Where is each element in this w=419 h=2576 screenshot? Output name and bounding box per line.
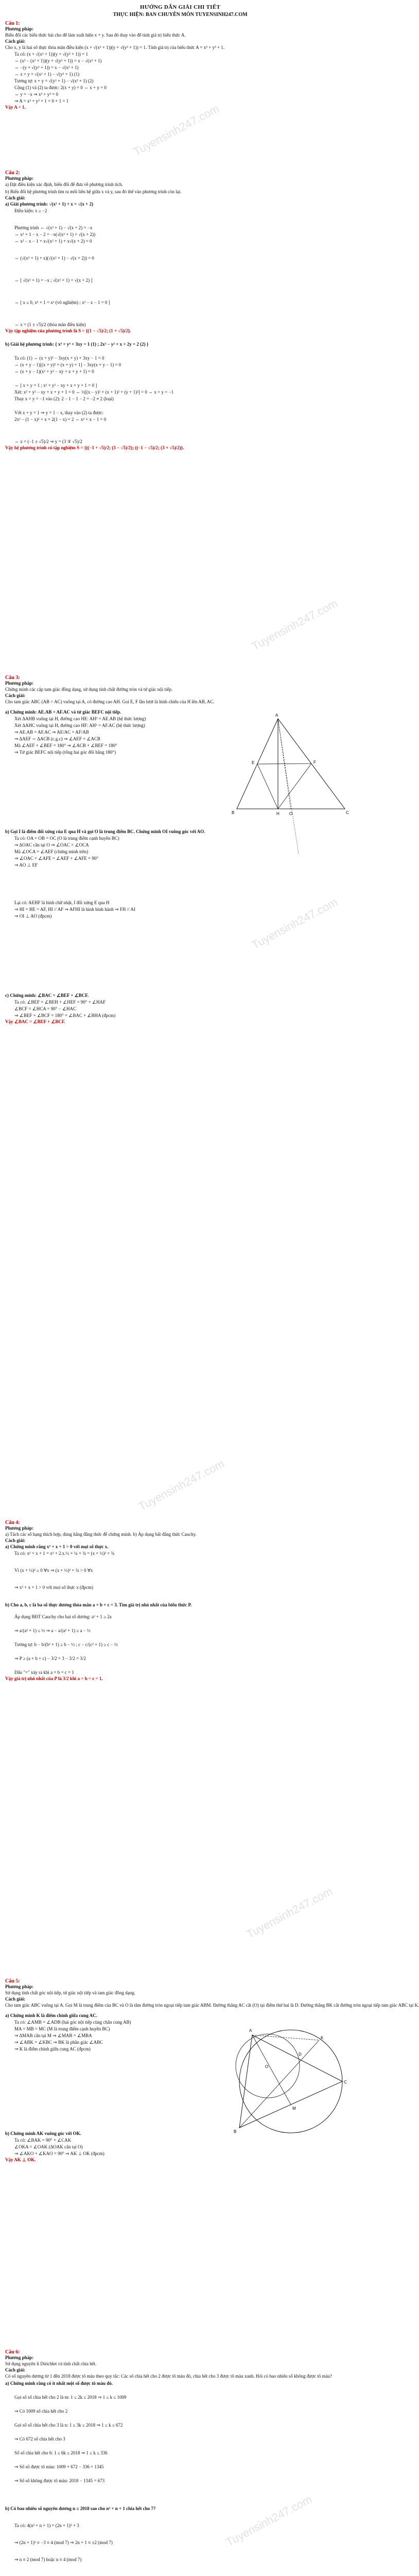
question-4 (5, 1520, 355, 1681)
point-label-a: A (275, 713, 278, 718)
question-title: Câu 2: (5, 170, 20, 176)
method-label: Phương pháp: (5, 176, 34, 181)
solution-label: Cách giải: (5, 693, 26, 698)
solution-line: ⇒ ΔMAB cân tại M ⇒ ∠MAB = ∠MBA (14, 2033, 92, 2038)
solution-line: ⇔ [ x + y = 1 ; x² + y² − xy + x + y + 1 = 0 ] (14, 383, 97, 388)
solution-line: ⇒ HI = HE = AF, HI // AF ⇒ AFHI là hình bình hành ⇒ FH // AI (14, 907, 135, 912)
solution-line: ⇒ Có 1009 số chia hết cho 2 (14, 2409, 68, 2414)
part-title: b) Có bao nhiêu số nguyên dương n ≤ 2018 sao cho n² + n + 1 chia hết cho 7? (5, 2506, 156, 2511)
method-text: Biến đổi các biểu thức bài cho để làm xuất hiện x + y. Sau đó thay vào để tính giá trị biểu thức A. (5, 32, 186, 38)
solution-line: ⇔ y = −x ⇒ x³ + y³ = 0 (14, 92, 58, 97)
solution-line: Ta có: OA = OB = OC (O là trung điểm cạnh huyền BC) (14, 836, 119, 841)
watermark: Tuyensinh247.com (136, 1457, 226, 1514)
question-6 (5, 2349, 355, 2576)
solution-line: ∠OKA = ∠OAK (ΔOAK cân tại O) (14, 2144, 83, 2149)
solution-line: ⇔ (x + y − 1)[(x + y)² + (x + y) + 1] − 3xy(x + y − 1) = 0 (14, 362, 121, 367)
solution-line: ⇒ Có 672 số chia hết cho 3 (14, 2436, 65, 2442)
solution-line: ⇒ Số số không được tô màu: 2018 − 1345 = 673 (14, 2478, 105, 2483)
answer: Vậy giá trị nhỏ nhất của P là 3/2 khi a = b = c = 1. (5, 1676, 103, 1681)
point-label-f: F (313, 760, 316, 765)
triangle-figure (229, 711, 353, 819)
question-5 (5, 1978, 419, 2163)
solution-label: Cách giải: (5, 1538, 26, 1543)
solution-line: ⇔ [ x ≤ 0, x² + 1 = x² (vô nghiệm) ; x² − x − 1 = 0 ] (14, 300, 110, 305)
part-title: b) Giải hệ phương trình: { x³ + y³ + 3xy = 1 (1) ; 2x² − y² + x + 2y = 2 (2) } (5, 342, 149, 347)
point-label-d: D (299, 2052, 302, 2057)
method-text: b) Biến đổi hệ phương trình tìm ra mối liên hệ giữa x và y, sau đó thế vào phương trình còn lại. (5, 189, 182, 194)
point-label-h: H (276, 811, 280, 816)
solution-line: ⇒ AE.AB = AF.AC ⇒ AE/AC = AF/AB (14, 730, 89, 735)
solution-line: Ta có: (x + √(x² + 1))(y + √(y² + 1)) = 1 (14, 52, 88, 57)
method-label: Phương pháp: (5, 681, 34, 686)
point-label-o: O (265, 2064, 269, 2069)
solution-line: ⇒ (2n + 1)² ≡ −3 ≡ 4 (mod 7) ⇒ 2n + 1 ≡ ±2 (mod 7) (14, 2540, 113, 2545)
problem-text: Cho tam giác ABC vuông tại A. Gọi M là trung điểm của BC và O là tâm đường tròn ngoại tiếp tam giác ABM. Đường thẳng AC cắt (O) tại điểm thứ hai là D. Đường thẳng BK cắt đường tròn ngoại tiếp tam giác ABC tại K. (5, 2003, 419, 2008)
solution-line: Xét: x² + y² − xy + x + y + 1 = 0 ⇔ ½[(x − y)² + (x + 1)² + (y + 1)²] = 0 ⇔ x = y = −1 (14, 389, 174, 395)
solution-line: ∠BCF = ∠HCA = 90° − ∠HAC (14, 1006, 77, 1011)
question-3 (5, 675, 355, 1025)
solution-line: ⇒ a/(a² + 1) ≤ ½ ⇒ a − a/(a² + 1) ≥ a − ½ (14, 1628, 91, 1633)
solution-line: MA = MB = MC (M là trung điểm cạnh huyền BC) (14, 2026, 110, 2031)
solution-line: ⇒ OI ⊥ AO (đpcm) (14, 913, 52, 919)
document-title: HƯỚNG DẪN GIẢI CHI TIẾT (139, 4, 221, 10)
solution-line: ⇒ ∠AKO + ∠KAO = 90° ⇒ AK ⊥ OK (đpcm) (14, 2151, 104, 2156)
question-title: Câu 4: (5, 1520, 20, 1526)
solution-line: Áp dụng BĐT Cauchy cho hai số dương: a² + 1 ≥ 2a (14, 1614, 112, 1619)
solution-line: Thay x = y = −1 vào (2): 2 − 1 − 1 − 2 = −2 ≠ 2 (loại) (14, 396, 114, 401)
point-label-e: E (252, 760, 255, 765)
solution-line: ⇔ x² − x − 1 + x√(x² + 1) + x√(x + 2) = 0 (14, 239, 92, 244)
solution-label: Cách giải: (5, 39, 26, 44)
solution-line: Tương tự: x + y = √(y² + 1) − √(x² + 1) (2) (14, 78, 94, 83)
point-label-o: O (289, 811, 293, 816)
solution-line: ⇔ [ √(x² + 1) = −x ; √(x² + 1) = √(x + 2) ] (14, 278, 93, 283)
solution-line: Tương tự: b − b/(b² + 1) ≥ b − ½ ; c − c/(c² + 1) ≥ c − ½ (14, 1642, 118, 1647)
answer: Vậy hệ phương trình có tập nghiệm S = {((−1 + √5)/2; (3 − √5)/2); ((−1 − √5)/2; (3 + √5)/2)}. (5, 445, 184, 450)
solution-line: ⇒ x² + x + 1 > 0 với mọi số thực x (đpcm) (14, 1585, 93, 1590)
method-text: Sử dụng tính chất góc nội tiếp, tứ giác nội tiếp và tam giác đồng dạng. (5, 1990, 135, 1995)
method-label: Phương pháp: (5, 2355, 34, 2360)
part-title: c) Chứng minh: ∠BAC = ∠BEF + ∠BCF. (5, 993, 89, 998)
method-label: Phương pháp: (5, 1526, 34, 1531)
problem-text: Cho x, y là hai số thực thỏa mãn điều kiện (x + √(x² + 1))(y + √(y² + 1)) = 1. Tính giá trị của biểu thức A = x³ + y³ + 1. (5, 45, 225, 50)
part-title: a) Giải phương trình: √(x² + 1) + x = √(x + 2) (5, 201, 93, 207)
solution-line: Gọi số số chia hết cho 3 là n: 1 ≤ 3k ≤ 2018 ⇒ 1 ≤ k ≤ 672 (14, 2422, 123, 2428)
method-text: Chứng minh các cặp tam giác đồng dạng, sử dụng tính chất đường tròn và tứ giác nội tiếp. (5, 687, 173, 692)
problem-text: Cho tam giác ABC (AB < AC) vuông tại A, có đường cao AH. Gọi E, F lần lượt là hình chiếu của H lên AB, AC. (5, 699, 215, 704)
solution-line: Dấu "=" xảy ra khi a = b = c = 1 (14, 1670, 74, 1675)
solution-line: ⇒ n ≡ 2 (mod 7) hoặc n ≡ 4 (mod 7) (14, 2557, 82, 2562)
part-title: b) Gọi I là điểm đối xứng của E qua H và gọi O là trung điểm BC. Chứng minh OI vuông góc với AO. (5, 829, 205, 834)
solution-line: Phương trình ⇔ √(x² + 1) − √(x + 2) = −x (14, 225, 93, 230)
solution-line: Với x + y = 1 ⇒ y = 1 − x, thay vào (2) ta được: (14, 410, 103, 415)
solution-line: ⇒ A = x³ + y³ + 1 = 0 + 1 = 1 (14, 98, 69, 104)
point-label-c: C (344, 2080, 347, 2084)
solution-line: Cộng (1) và (2) ta được: 2(x + y) = 0 ⇔ x + y = 0 (14, 85, 107, 90)
question-title: Câu 1: (5, 21, 20, 26)
solution-line: ⇒ AO ⊥ EF (14, 862, 38, 868)
solution-line: Số số chia hết cho 6: 1 ≤ 6k ≤ 2018 ⇒ 1 ≤ k ≤ 336 (14, 2450, 108, 2455)
method-text: Sử dụng nguyên lí Dirichlet và tính chất chia hết. (5, 2361, 97, 2366)
part-title: a) Chứng minh rằng x² + x + 1 > 0 với mọi số thực x. (5, 1544, 109, 1549)
watermark: Tuyensinh247.com (131, 102, 221, 159)
solution-line: ⇔ −(y + √(y² + 1)) = x − √(x² + 1) (14, 65, 79, 70)
point-label-a: A (249, 2028, 252, 2033)
watermark: Tuyensinh247.com (249, 895, 340, 952)
solution-line: Ta có: ∠AMB = ∠ADB (hai góc nội tiếp cùng chắn cung AB) (14, 2020, 131, 2025)
solution-line: ⇒ ∠ABK = ∠KBC ⇒ BK là phân giác ∠ABC (14, 2040, 103, 2045)
solution-line: Mà ∠OCA = ∠AEF (chứng minh trên) (14, 849, 89, 854)
solution-line: Ta có: (1) ⇔ (x + y)³ − 3xy(x + y) + 3xy − 1 = 0 (14, 355, 104, 361)
solution-line: Xét ΔAHB vuông tại H, đường cao HE: AH² = AE.AB (hệ thức lượng) (14, 716, 146, 721)
question-title: Câu 6: (5, 2349, 20, 2355)
solution-line: ⇒ ∠OAC + ∠AFE = ∠AEF + ∠AFE = 90° (14, 856, 98, 861)
solution-line: ⇒ K là điểm chính giữa cung AC (đpcm) (14, 2046, 91, 2052)
question-1 (5, 21, 355, 110)
part-title: b) Chứng minh AK vuông góc với OK. (5, 2131, 81, 2136)
solution-line: Điều kiện: x ≥ −2 (14, 208, 47, 213)
watermark: Tuyensinh247.com (249, 597, 340, 653)
question-title: Câu 5: (5, 1978, 20, 1984)
question-2 (5, 170, 355, 450)
solution-line: Ta có: ∠BEF = ∠BEH + ∠HEF = 90° + ∠HAF (14, 999, 106, 1005)
document-subtitle: THỰC HIỆN: BAN CHUYÊN MÔN TUYENSINH247.COM (113, 12, 248, 18)
solution-line: Vì (x + ½)² ≥ 0 ∀x ⇒ (x + ½)² + ¾ > 0 ∀x (14, 1568, 93, 1573)
solution-line: Gọi số số chia hết cho 2 là m: 1 ≤ 2k ≤ 2018 ⇒ 1 ≤ k ≤ 1009 (14, 2395, 127, 2400)
solution-line: ⇒ Số số được tô màu: 1009 + 672 − 336 = 1345 (14, 2464, 104, 2469)
solution-label: Cách giải: (5, 195, 26, 200)
solution-line: Ta có: 4(n² + n + 1) = (2n + 1)² + 3 (14, 2523, 79, 2528)
problem-text: Có số nguyên dương từ 1 đến 2018 được tô màu theo quy tắc: Các số chia hết cho 2 được tô màu đỏ, chia hết cho 3 được tô màu xanh. Hỏi có bao nhiêu số không được tô màu? (5, 2374, 332, 2379)
answer: Vậy A = 1. (5, 105, 26, 110)
solution-line: ⇒ ∠BEF + ∠BCF = 180° = ∠BAC + ∠BHA (đpcm) (14, 1013, 116, 1018)
solution-line: ⇔ (√(x² + 1) + x)(√(x² + 1) − √(x + 2)) = 0 (14, 256, 94, 261)
method-label: Phương pháp: (5, 26, 34, 31)
method-text: a) Tách các số hạng thích hợp, dùng hằng đẳng thức để chứng minh. b) Áp dụng bất đẳng thức Cauchy. (5, 1532, 197, 1537)
question-title: Câu 3: (5, 675, 20, 681)
point-label-b: B (234, 2129, 237, 2134)
part-title: a) Chứng minh rằng có ít nhất một số được tô màu đỏ. (5, 2381, 113, 2386)
solution-line: ⇔ x = (1 ± √5)/2 (thỏa mãn điều kiện) (14, 322, 86, 327)
solution-line: Lại có: AEHF là hình chữ nhật, I đối xứng E qua H (14, 900, 110, 905)
solution-line: ⇒ ΔAEF ∽ ΔACB (c.g.c) ⇒ ∠AEF = ∠ACB (14, 736, 100, 741)
solution-line: ⇔ x² + 1 − x − 2 = −x(√(x² + 1) + √(x + 2)) (14, 232, 96, 237)
point-label-k: K (321, 2036, 324, 2040)
point-label-c: C (346, 810, 349, 815)
part-title: a) Chứng minh K là điểm chính giữa cung AC. (5, 2013, 97, 2018)
watermark: Tuyensinh247.com (223, 2493, 314, 2549)
point-label-b: B (232, 810, 235, 815)
solution-line: Ta có: ∠BAK = 90° + ∠CAK (14, 2138, 72, 2143)
solution-line: ⇔ x + y = √(x² + 1) − √(y² + 1) (1) (14, 72, 80, 77)
solution-line: ⇒ Tứ giác BEFC nội tiếp (tổng hai góc đối bằng 180°) (14, 750, 116, 755)
solution-line: ⇔ x = (−1 ± √5)/2 ⇒ y = (3 ∓ √5)/2 (14, 439, 82, 444)
solution-line: ⇒ ΔOAC cân tại O ⇒ ∠OAC = ∠OCA (14, 842, 89, 848)
solution-line: Mà ∠AEF + ∠BEF = 180° ⇒ ∠ACB + ∠BEF = 180° (14, 743, 117, 748)
solution-line: ⇔ (x + y − 1)(x² + y² − xy + x + y + 1) = 0 (14, 369, 94, 374)
answer: Vậy tập nghiệm của phương trình là S = {(1 − √5)/2; (1 + √5)/2}. (5, 328, 131, 333)
point-label-m: M (292, 2106, 296, 2111)
document-header (0, 4, 360, 18)
solution-label: Cách giải: (5, 2367, 26, 2372)
solution-line: Ta có: x² + x + 1 = x² + 2.x.½ + ¼ + ¾ = (x + ½)² + ¾ (14, 1551, 115, 1556)
solution-line: ⇔ (x² − (x² + 1))(y + √(y² + 1)) = x − √(x² + 1) (14, 58, 102, 63)
answer: Vậy AK ⊥ OK. (5, 2157, 36, 2162)
solution-line: Xét ΔAHC vuông tại H, đường cao HF: AH² = AF.AC (hệ thức lượng) (14, 723, 145, 728)
method-label: Phương pháp: (5, 1984, 34, 1989)
part-title: a) Chứng minh: AE.AB = AF.AC và tứ giác BEFC nội tiếp. (5, 709, 121, 715)
part-title: b) Cho a, b, c là ba số thực dương thỏa mãn a + b + c = 3. Tìm giá trị nhỏ nhất của biểu thức P. (5, 1602, 192, 1607)
solution-line: 2x² − (1 − x)² + x + 2(1 − x) = 2 ⇔ x² + x − 1 = 0 (14, 417, 107, 422)
answer: Vậy ∠BAC = ∠BEF + ∠BCF. (5, 1019, 65, 1024)
solution-label: Cách giải: (5, 1996, 26, 2002)
method-text: a) Đặt điều kiện xác định, biến đổi để đưa về phương trình tích. (5, 182, 123, 187)
watermark: Tuyensinh247.com (244, 1885, 335, 1941)
circle-figure (221, 2020, 350, 2148)
solution-line: ⇒ P ≥ (a + b + c) − 3/2 = 3 − 3/2 = 3/2 (14, 1656, 86, 1661)
